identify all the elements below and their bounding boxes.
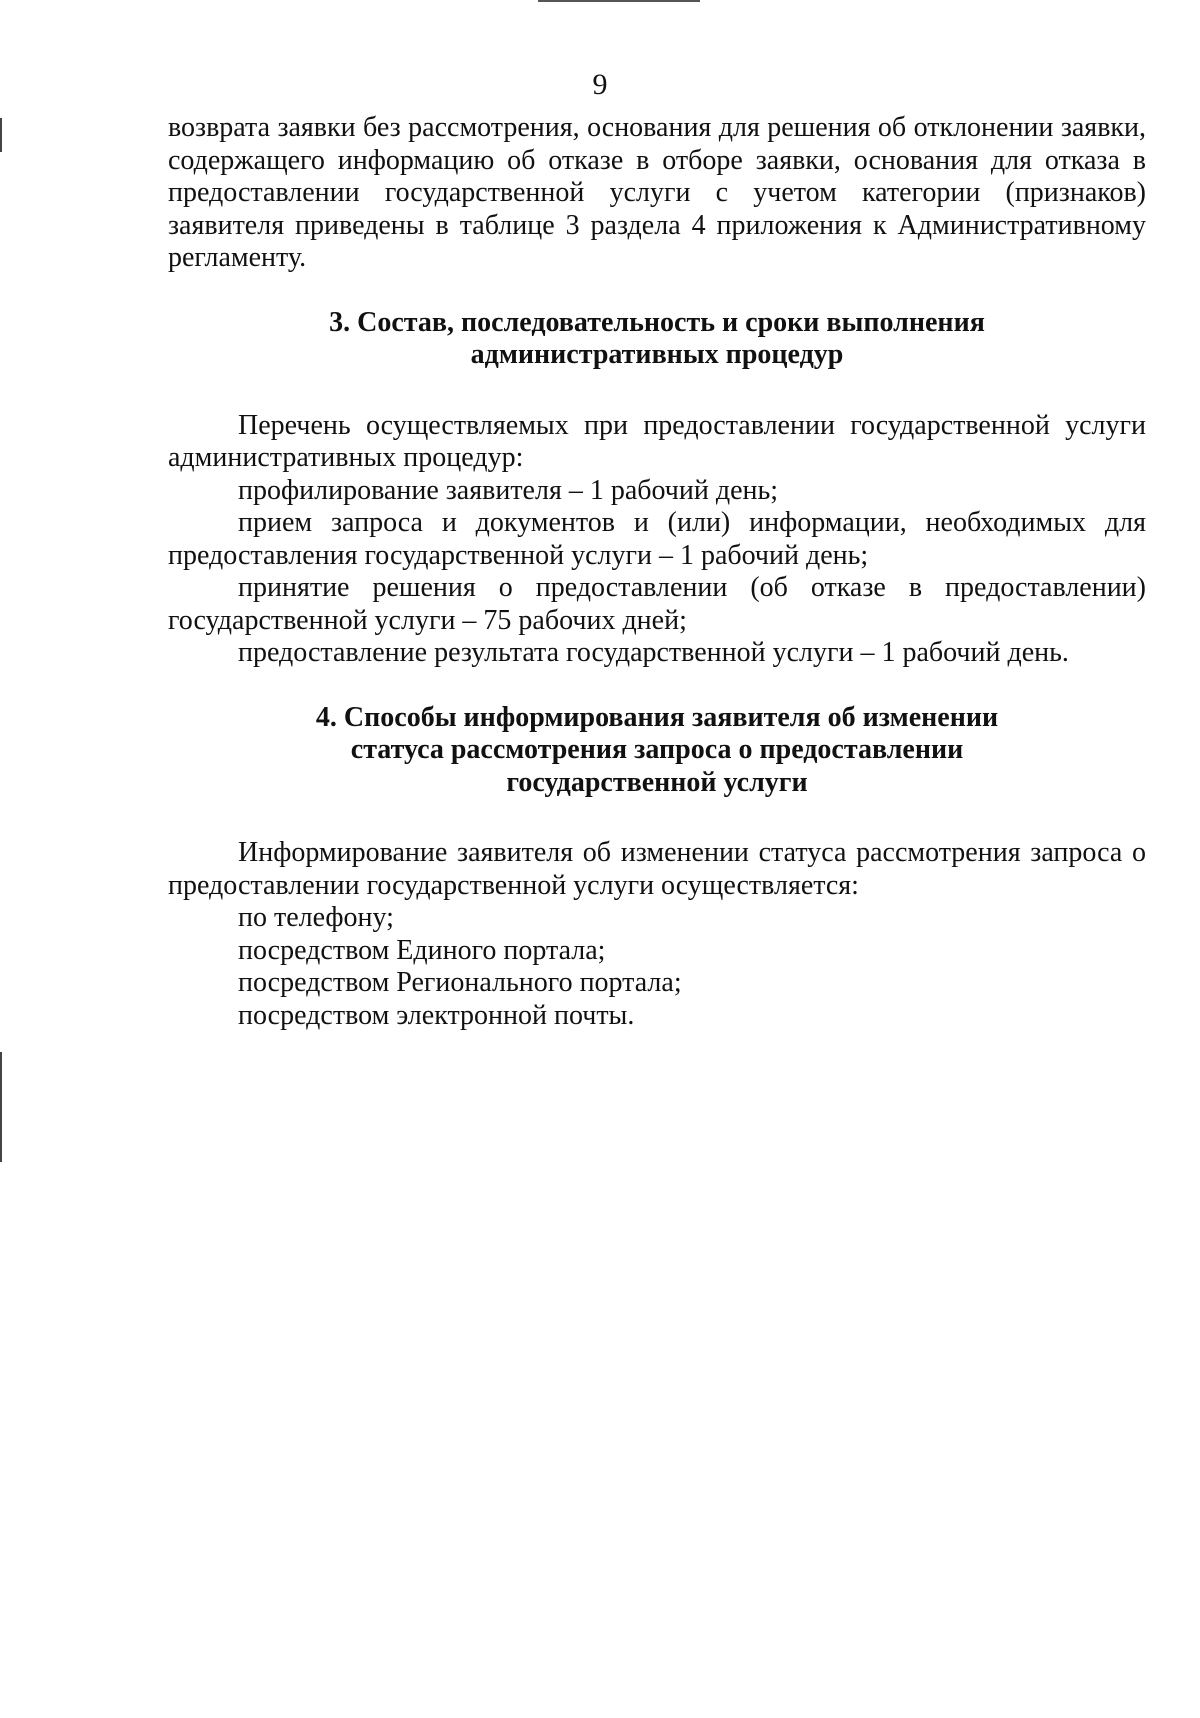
section-4-heading-line: статуса рассмотрения запроса о предоставлении: [350, 734, 964, 765]
scan-top-mark: [538, 0, 700, 2]
page-number: 9: [592, 68, 608, 101]
document-body: [168, 112, 1146, 1032]
info-method-item: по телефону;: [238, 902, 394, 933]
info-method-item: посредством Единого портала;: [238, 934, 606, 966]
section-4-lead: Информирование заявителя об изменении статуса рассмотрения запроса о предоставлении государственной услуги осуществляется:: [168, 837, 1146, 901]
scan-margin-mark: [0, 1052, 2, 1162]
section-3-lead: Перечень осуществляемых при предоставлении государственной услуги административных процедур:: [168, 409, 1146, 473]
section-3-body: [168, 410, 1146, 670]
section-4-heading-line: государственной услуги: [506, 766, 808, 798]
scan-margin-mark: [0, 118, 2, 152]
procedure-item: профилирование заявителя – 1 рабочий день;: [238, 474, 779, 506]
section-4-heading: [168, 702, 1146, 800]
intro-paragraph: возврата заявки без рассмотрения, основания для решения об отклонении заявки, содержащего информацию об отказе в отборе заявки, основания для отказа в предоставлении государственной услуги с учетом категории (признаков) заявителя приведены в таблице 3 раздела 4 приложения к Административному регламенту.: [168, 112, 1146, 273]
procedure-item: предоставление результата государственной услуги – 1 рабочий день.: [238, 637, 1069, 668]
section-3-heading-line: 3. Состав, последовательность и сроки выполнения: [329, 306, 985, 338]
info-method-item: посредством Регионального портала;: [238, 967, 682, 998]
info-method-item: посредством электронной почты.: [238, 999, 635, 1031]
section-3-heading: [168, 307, 1146, 372]
procedure-item: прием запроса и документов и (или) информации, необходимых для предоставления государственной услуги – 1 рабочий день;: [168, 507, 1146, 571]
procedure-item: принятие решения о предоставлении (об отказе в предоставлении) государственной услуги – 75 рабочих дней;: [168, 572, 1146, 636]
section-3-heading-line: административных процедур: [470, 339, 844, 370]
section-4-heading-line: 4. Способы информирования заявителя об изменении: [315, 701, 999, 733]
section-4-body: [168, 837, 1146, 1032]
